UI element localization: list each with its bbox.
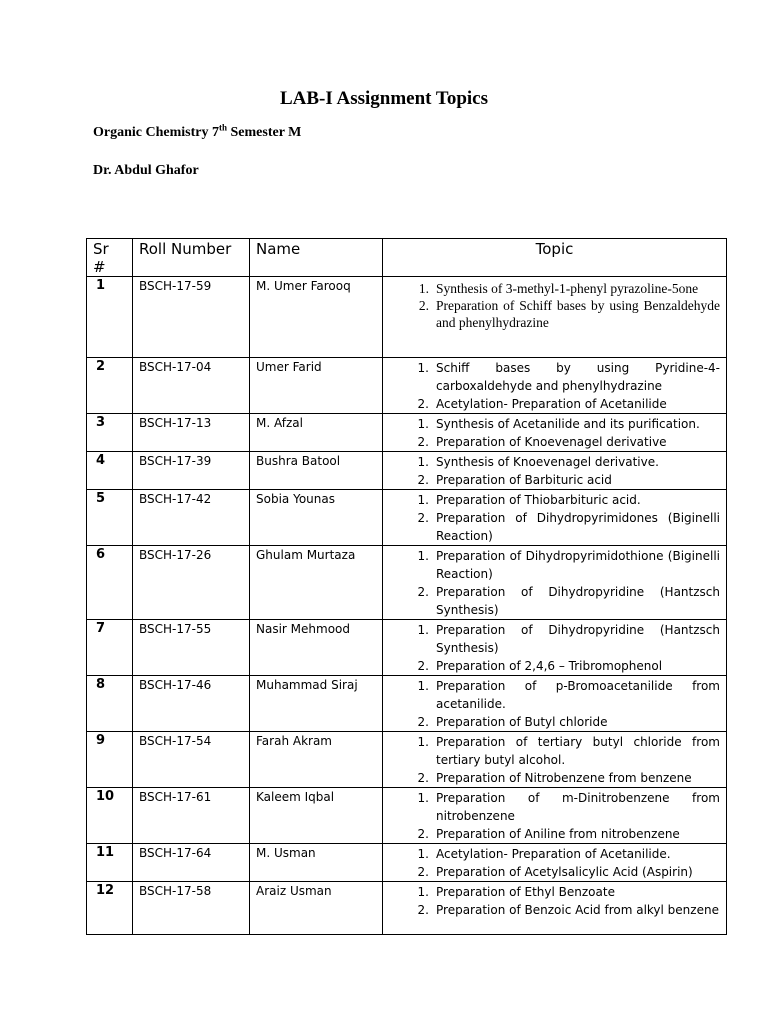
serial-number-cell: 2 [87, 358, 133, 414]
table-row [87, 358, 727, 414]
topic-text: Preparation of tertiary butyl chloride from tertiary butyl alcohol. [436, 735, 720, 767]
topic-item [409, 433, 720, 451]
topic-number: 1. [417, 417, 429, 431]
topic-number: 2. [417, 827, 429, 841]
header-roll-number: Roll Number [133, 239, 250, 277]
topic-item [409, 713, 720, 731]
roll-number-cell: BSCH-17-61 [133, 788, 250, 844]
topic-cell [383, 414, 727, 452]
topic-text: Synthesis of Knoevenagel derivative. [436, 455, 659, 469]
table-row [87, 414, 727, 452]
topic-cell [383, 732, 727, 788]
topic-number: 1. [418, 281, 429, 296]
topic-text: Acetylation- Preparation of Acetanilide [436, 397, 667, 411]
topic-item [409, 733, 720, 769]
topic-number: 2. [417, 659, 429, 673]
topic-text: Preparation of Butyl chloride [436, 715, 608, 729]
roll-number-cell: BSCH-17-54 [133, 732, 250, 788]
topic-text: Preparation of Dihydropyridine (Hantzsch Synthesis) [436, 585, 720, 617]
topic-item [409, 491, 720, 509]
student-name-cell: Araiz Usman [250, 882, 383, 935]
topic-number: 1. [417, 493, 429, 507]
roll-number-cell: BSCH-17-39 [133, 452, 250, 490]
student-name-cell: Farah Akram [250, 732, 383, 788]
table-row [87, 788, 727, 844]
topic-list [409, 453, 720, 489]
student-name-cell: Ghulam Murtaza [250, 546, 383, 620]
student-name-cell: Nasir Mehmood [250, 620, 383, 676]
serial-number-cell: 5 [87, 490, 133, 546]
student-name-cell: Sobia Younas [250, 490, 383, 546]
topic-item [409, 825, 720, 843]
serial-number-cell: 10 [87, 788, 133, 844]
topic-number: 1. [417, 361, 429, 375]
topic-number: 2. [417, 903, 429, 917]
topic-item [409, 901, 720, 919]
serial-number-cell: 9 [87, 732, 133, 788]
instructor-name: Dr. Abdul Ghafor [93, 163, 199, 178]
student-name-cell: M. Umer Farooq [250, 277, 383, 358]
topic-item [409, 863, 720, 881]
table-row [87, 546, 727, 620]
topic-text: Preparation of p-Bromoacetanilide from acetanilide. [436, 679, 720, 711]
topic-number: 2. [417, 585, 429, 599]
topic-text: Preparation of Thiobarbituric acid. [436, 493, 641, 507]
table-row [87, 844, 727, 882]
serial-number-cell: 4 [87, 452, 133, 490]
assignment-table [86, 238, 727, 935]
topic-item [409, 509, 720, 545]
student-name-cell: M. Afzal [250, 414, 383, 452]
topic-number: 1. [417, 885, 429, 899]
table-row [87, 620, 727, 676]
topic-text: Preparation of Nitrobenzene from benzene [436, 771, 692, 785]
topic-text: Preparation of Dihydropyrimidones (Biginelli Reaction) [436, 511, 720, 543]
serial-number-cell: 8 [87, 676, 133, 732]
topic-number: 2. [417, 771, 429, 785]
student-name-cell: Kaleem Iqbal [250, 788, 383, 844]
topic-cell [383, 882, 727, 935]
table-row [87, 732, 727, 788]
table-row [87, 277, 727, 358]
topic-number: 2. [417, 397, 429, 411]
ordinal-suffix: th [218, 122, 227, 133]
table-row [87, 452, 727, 490]
topic-text: Synthesis of Acetanilide and its purification. [436, 417, 700, 431]
serial-number-cell: 12 [87, 882, 133, 935]
table-header-row [87, 239, 727, 277]
topic-list [409, 883, 720, 919]
header-sr: Sr # [87, 239, 133, 277]
topic-number: 1. [417, 791, 429, 805]
topic-cell [383, 788, 727, 844]
topic-item [409, 395, 720, 413]
topic-cell [383, 676, 727, 732]
topic-list [409, 789, 720, 843]
topic-item [409, 845, 720, 863]
roll-number-cell: BSCH-17-55 [133, 620, 250, 676]
topic-item [409, 471, 720, 489]
topic-number: 2. [417, 511, 429, 525]
topic-cell [383, 844, 727, 882]
student-name-cell: M. Usman [250, 844, 383, 882]
topic-number: 1. [417, 679, 429, 693]
course-name: Organic Chemistry 7 [93, 125, 219, 140]
topic-item [409, 297, 720, 331]
topic-text: Preparation of 2,4,6 – Tribromophenol [436, 659, 663, 673]
header-name: Name [250, 239, 383, 277]
topic-number: 1. [417, 623, 429, 637]
serial-number-cell: 6 [87, 546, 133, 620]
page-title: LAB-I Assignment Topics [279, 88, 488, 109]
table-row [87, 490, 727, 546]
topic-text: Preparation of Ethyl Benzoate [436, 885, 615, 899]
topic-number: 2. [418, 298, 429, 313]
topic-text: Preparation of Aniline from nitrobenzene [436, 827, 680, 841]
roll-number-cell: BSCH-17-64 [133, 844, 250, 882]
topic-list [409, 359, 720, 413]
topic-list [409, 491, 720, 545]
topic-number: 1. [417, 735, 429, 749]
topic-text: Acetylation- Preparation of Acetanilide. [436, 847, 671, 861]
roll-number-cell: BSCH-17-58 [133, 882, 250, 935]
table-body [87, 277, 727, 935]
serial-number-cell: 1 [87, 277, 133, 358]
topic-cell [383, 277, 727, 358]
student-name-cell: Bushra Batool [250, 452, 383, 490]
topic-text: Preparation of Acetylsalicylic Acid (Aspirin) [436, 865, 693, 879]
topic-cell [383, 490, 727, 546]
topic-item [409, 621, 720, 657]
topic-item [409, 883, 720, 901]
topic-item [409, 547, 720, 583]
topic-item [409, 677, 720, 713]
topic-list [409, 733, 720, 787]
student-name-cell: Muhammad Siraj [250, 676, 383, 732]
topic-item [409, 453, 720, 471]
topic-text: Schiff bases by using Pyridine-4-carboxaldehyde and phenylhydrazine [436, 361, 720, 393]
topic-text: Preparation of Knoevenagel derivative [436, 435, 667, 449]
topic-item [409, 657, 720, 675]
topic-number: 1. [417, 847, 429, 861]
roll-number-cell: BSCH-17-04 [133, 358, 250, 414]
topic-text: Preparation of Schiff bases by using Benzaldehyde and phenylhydrazine [436, 298, 720, 330]
topic-number: 1. [417, 455, 429, 469]
roll-number-cell: BSCH-17-13 [133, 414, 250, 452]
topic-list [409, 547, 720, 619]
topic-item [409, 280, 720, 297]
serial-number-cell: 7 [87, 620, 133, 676]
topic-text: Preparation of Benzoic Acid from alkyl benzene [436, 903, 719, 917]
topic-text: Preparation of m-Dinitrobenzene from nitrobenzene [436, 791, 720, 823]
header-topic: Topic [383, 239, 727, 277]
roll-number-cell: BSCH-17-59 [133, 277, 250, 358]
topic-item [409, 583, 720, 619]
topic-list [409, 280, 720, 331]
topic-list [409, 677, 720, 731]
topic-cell [383, 358, 727, 414]
topic-list [409, 415, 720, 451]
topic-item [409, 415, 720, 433]
topic-text: Preparation of Dihydropyrimidothione (Biginelli Reaction) [436, 549, 720, 581]
student-name-cell: Umer Farid [250, 358, 383, 414]
topic-text: Preparation of Barbituric acid [436, 473, 612, 487]
topic-number: 2. [417, 715, 429, 729]
topic-cell [383, 620, 727, 676]
topic-number: 2. [417, 865, 429, 879]
course-subtitle [93, 122, 302, 141]
serial-number-cell: 11 [87, 844, 133, 882]
topic-number: 1. [417, 549, 429, 563]
topic-item [409, 359, 720, 395]
topic-item [409, 769, 720, 787]
topic-text: Preparation of Dihydropyridine (Hantzsch Synthesis) [436, 623, 720, 655]
table-row [87, 882, 727, 935]
topic-number: 2. [417, 473, 429, 487]
roll-number-cell: BSCH-17-26 [133, 546, 250, 620]
table-row [87, 676, 727, 732]
topic-number: 2. [417, 435, 429, 449]
serial-number-cell: 3 [87, 414, 133, 452]
topic-list [409, 621, 720, 675]
topic-cell [383, 452, 727, 490]
topic-list [409, 845, 720, 881]
topic-item [409, 789, 720, 825]
roll-number-cell: BSCH-17-42 [133, 490, 250, 546]
semester-label: Semester M [227, 125, 302, 140]
roll-number-cell: BSCH-17-46 [133, 676, 250, 732]
topic-cell [383, 546, 727, 620]
topic-text: Synthesis of 3-methyl-1-phenyl pyrazoline-5one [436, 281, 699, 296]
